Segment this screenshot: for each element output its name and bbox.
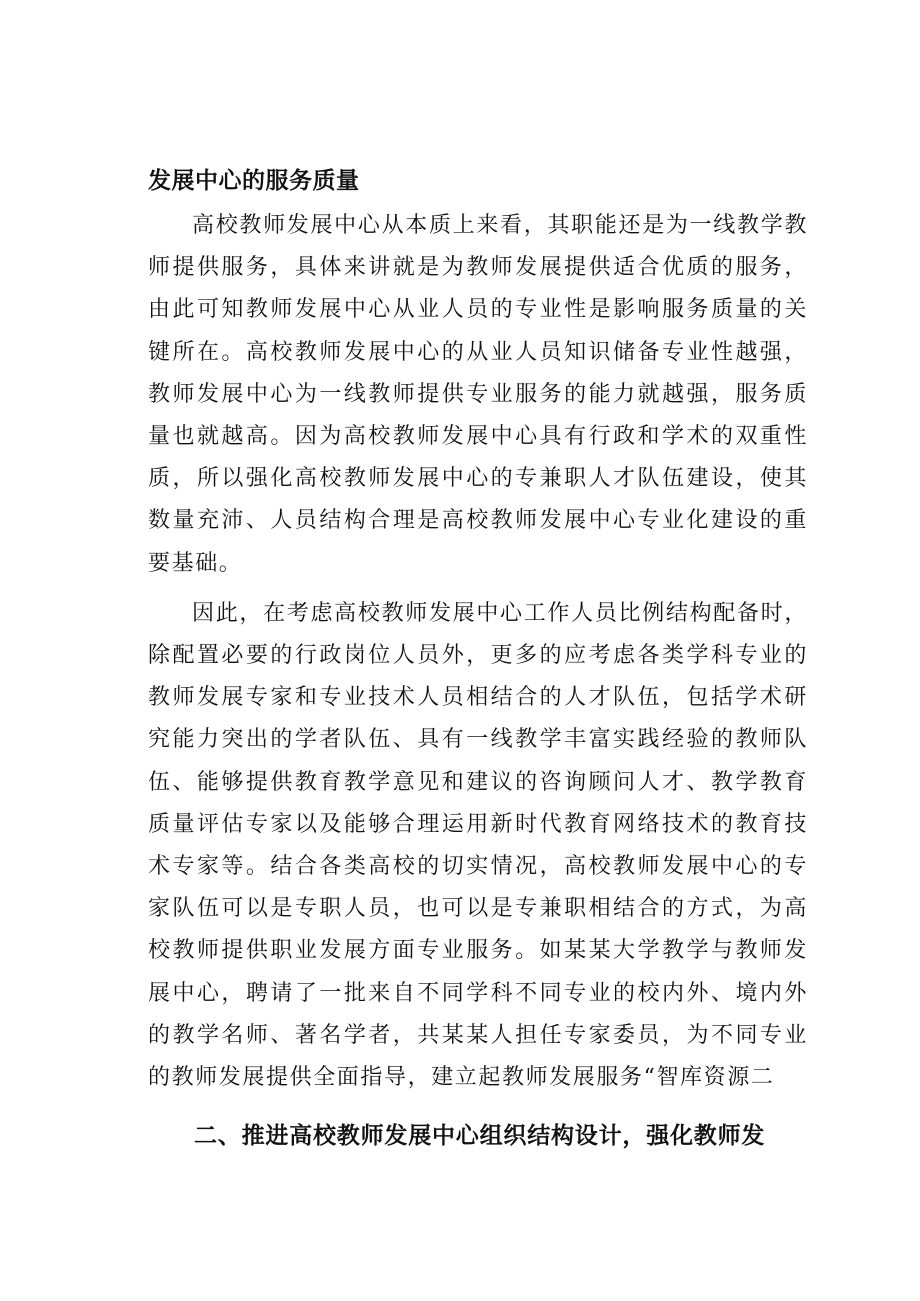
section-heading: 发展中心的服务质量 — [148, 168, 360, 194]
document-body — [148, 162, 808, 1155]
paragraph-2: 因此，在考虑高校教师发展中心工作人员比例结构配备时，除配置必要的行政岗位人员外，更多的应考虑各类学科专业的教师发展专家和专业技术人员相结合的人才队伍，包括学术研究能力突出的学者队伍、具有一线教学丰富实践经验的教师队伍、能够提供教育教学意见和建议的咨询顾问人才、教学教育质量评估专家以及能够合理运用新时代教育网络技术的教育技术专家等。结合各类高校的切实情况，高校教师发展中心的专家队伍可以是专职人员，也可以是专兼职相结合的方式，为高校教师提供职业发展方面专业服务。如某某大学教学与教师发展中心，聘请了一批来自不同学科不同专业的校内外、境内外的教学名师、著名学者，共某某人担任专家委员，为不同专业的教师发展提供全面指导，建立起教师发展服务“智库资源二 — [148, 600, 808, 1091]
paragraph-1: 高校教师发展中心从本质上来看，其职能还是为一线教学教师提供服务，具体来讲就是为教师发展提供适合优质的服务，由此可知教师发展中心从业人员的专业性是影响服务质量的关键所在。高校教师发展中心的从业人员知识储备专业性越强，教师发展中心为一线教师提供专业服务的能力就越强，服务质量也就越高。因为高校教师发展中心具有行政和学术的双重性质，所以强化高校教师发展中心的专兼职人才队伍建设，使其数量充沛、人员结构合理是高校教师发展中心专业化建设的重要基础。 — [148, 213, 808, 576]
next-section-heading: 二、推进高校教师发展中心组织结构设计，强化教师发 — [194, 1123, 766, 1150]
